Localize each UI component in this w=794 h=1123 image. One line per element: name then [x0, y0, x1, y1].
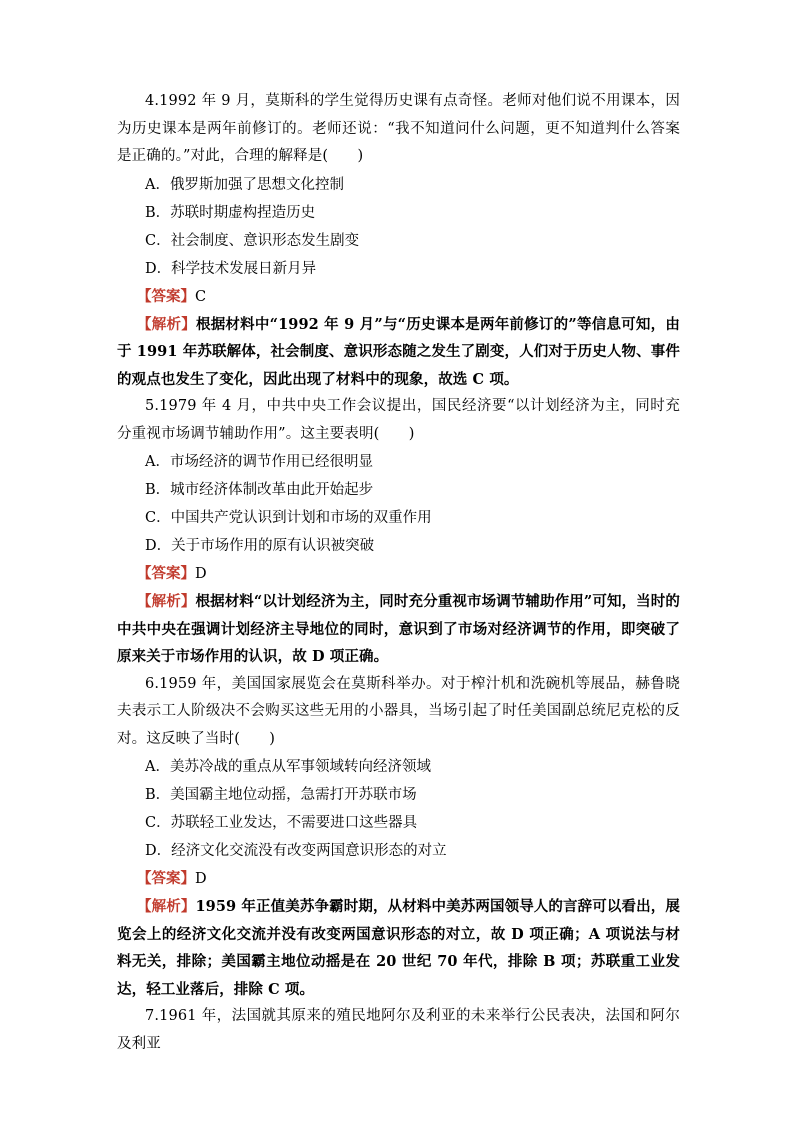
answer-tag: 【答案】 — [137, 565, 195, 582]
answer-tag: 【答案】 — [137, 870, 195, 887]
option-b: B．城市经济体制改革由此开始起步 — [145, 482, 374, 498]
answer-line — [117, 283, 680, 311]
option-a: A．俄罗斯加强了思想文化控制 — [145, 176, 344, 193]
question-7 — [117, 1003, 680, 1058]
question-6 — [117, 671, 680, 1004]
option-d: D．经济文化交流没有改变两国意识形态的对立 — [145, 843, 447, 859]
answer-value: C — [195, 288, 207, 305]
document-page — [117, 88, 680, 1058]
question-stem: 7.1961 年，法国就其原来的殖民地阿尔及利亚的未来举行公民表决，法国和阿尔及利亚 — [117, 1008, 680, 1052]
analysis-line — [117, 588, 680, 671]
analysis-tag: 【解析】 — [137, 898, 196, 915]
answer-value: D — [195, 871, 207, 887]
analysis-text: 根据材料“以计划经济为主，同时充分重视市场调节辅助作用”可知，当时的中共中央在强调计划经济主导地位的同时，意识到了市场对经济调节的作用，即突破了原来关于市场作用的认识，故 D 项正确。 — [117, 593, 681, 665]
option-c: C．苏联轻工业发达，不需要进口这些器具 — [145, 815, 418, 831]
question-stem: 5.1979 年 4 月，中共中央工作会议提出，国民经济要“以计划经济为主，同时充分重视市场调节辅助作用”。这主要表明( ) — [117, 398, 680, 442]
question-stem: 4.1992 年 9 月，莫斯科的学生觉得历史课有点奇怪。老师对他们说不用课本，因为历史课本是两年前修订的。老师还说：“我不知道问什么问题，更不知道判什么答案是正确的。”对此，合理的解释是( ) — [117, 93, 680, 164]
question-stem: 6.1959 年，美国国家展览会在莫斯科举办。对于榨汁机和洗碗机等展品，赫鲁晓夫表示工人阶级决不会购买这些无用的小器具，当场引起了时任美国副总统尼克松的反对。这反映了当时( ) — [117, 675, 680, 747]
analysis-line — [117, 893, 680, 1003]
analysis-text: 1959 年正值美苏争霸时期，从材料中美苏两国领导人的言辞可以看出，展览会上的经济文化交流并没有改变两国意识形态的对立，故 D 项正确；A 项说法与材料无关，排除；美国霸主地位动摇是在 20 世纪 70 年代，排除 B 项；苏联重工业发达，轻工业落后，排除 C 项。 — [117, 898, 680, 998]
question-4 — [117, 88, 680, 393]
option-b: B．美国霸主地位动摇，急需打开苏联市场 — [145, 787, 417, 803]
option-d: D．科学技术发展日新月异 — [145, 260, 317, 277]
option-c: C．社会制度、意识形态发生剧变 — [145, 232, 360, 249]
question-5 — [117, 393, 680, 671]
option-c: C．中国共产党认识到计划和市场的双重作用 — [145, 510, 432, 526]
option-d: D．关于市场作用的原有认识被突破 — [145, 538, 375, 554]
analysis-tag: 【解析】 — [137, 593, 196, 610]
option-a: A．市场经济的调节作用已经很明显 — [145, 454, 373, 470]
answer-line — [117, 560, 680, 588]
analysis-line — [117, 311, 680, 394]
option-b: B．苏联时期虚构捏造历史 — [145, 204, 316, 221]
answer-value: D — [195, 566, 207, 582]
answer-tag: 【答案】 — [137, 287, 195, 305]
analysis-tag: 【解析】 — [137, 315, 196, 333]
analysis-text: 根据材料中“1992 年 9 月”与“历史课本是两年前修订的”等信息可知，由于 1991 年苏联解体，社会制度、意识形态随之发生了剧变，人们对于历史人物、事件的观点也发生了变化，因此出现了材料中的现象，故选 C 项。 — [117, 315, 680, 388]
answer-line — [117, 865, 680, 893]
option-a: A．美苏冷战的重点从军事领域转向经济领域 — [145, 759, 431, 775]
